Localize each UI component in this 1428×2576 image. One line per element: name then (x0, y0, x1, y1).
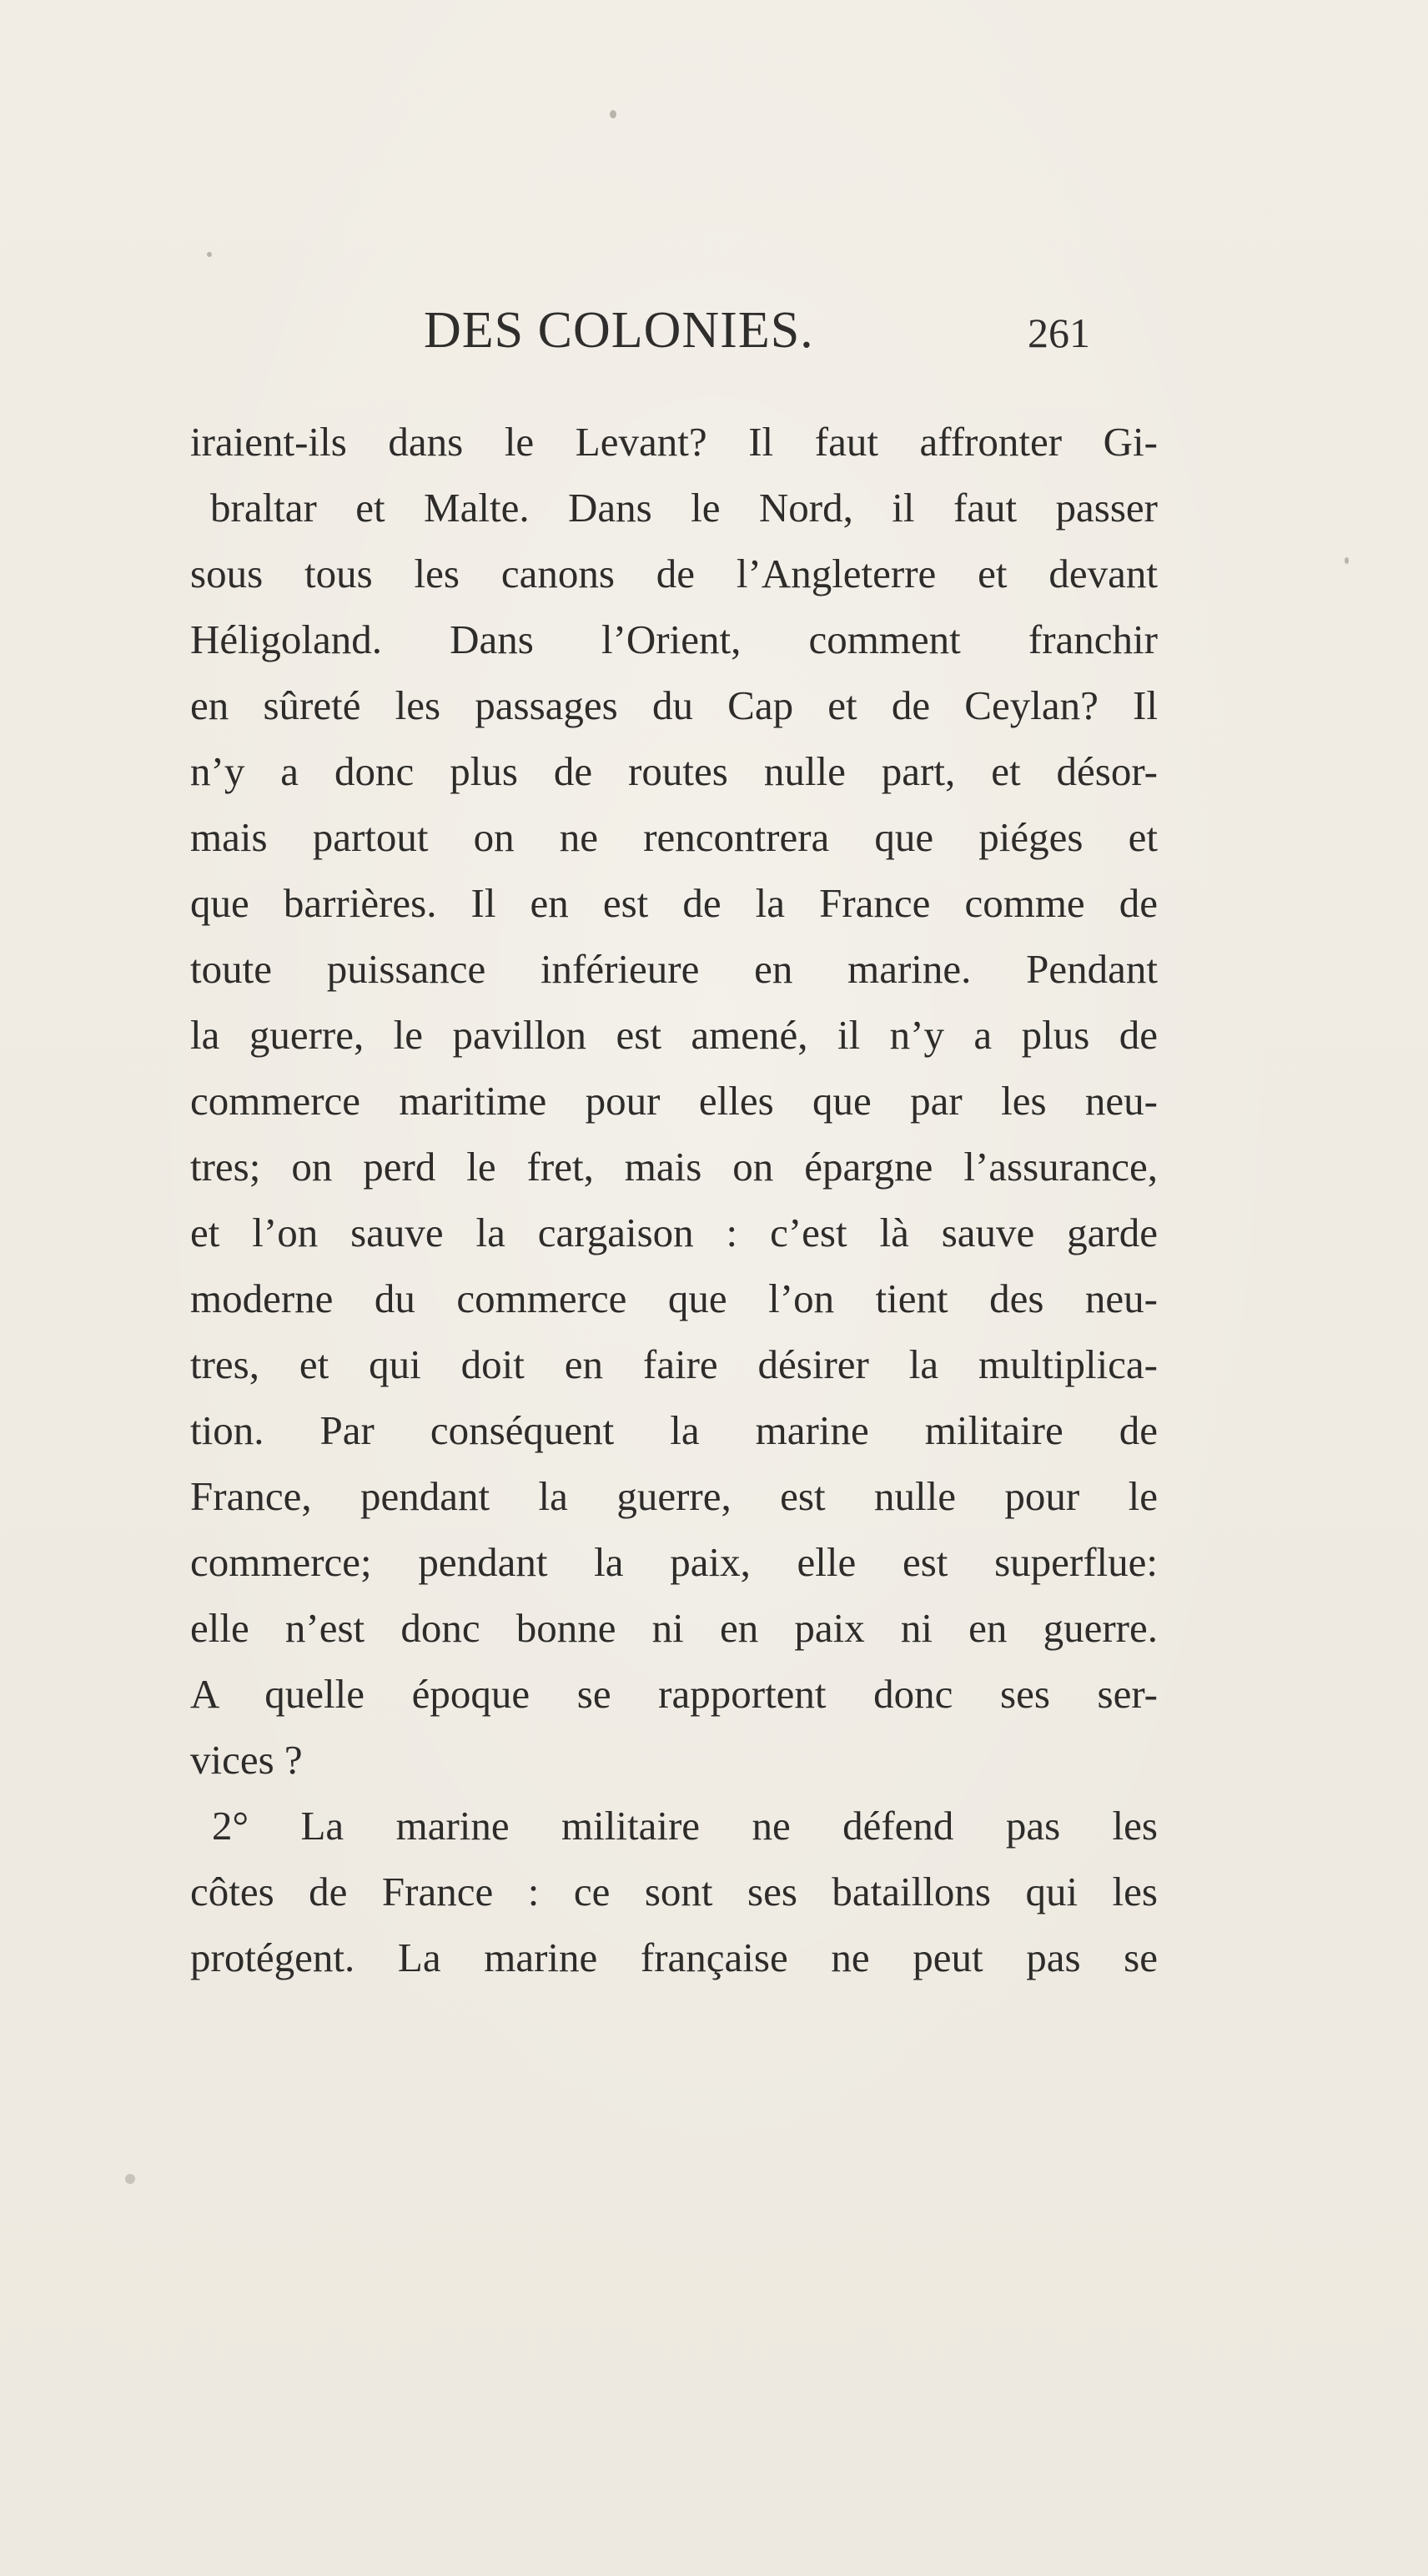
text-line: que barrières. Il en est de la France comme de (190, 880, 1158, 926)
text-line: côtes de France : ce sont ses bataillons qui les (190, 1869, 1158, 1914)
text-line: braltar et Malte. Dans le Nord, il faut passer (210, 485, 1158, 531)
text-line: mais partout on ne rencontrera que piéges et (190, 814, 1158, 860)
paper-speck (610, 110, 616, 118)
paper-speck (125, 2174, 135, 2184)
text-line: A quelle époque se rapportent donc ses ser- (190, 1671, 1158, 1717)
text-line: iraient-ils dans le Levant? Il faut affronter Gi- (190, 419, 1158, 465)
page-number: 261 (1028, 309, 1090, 356)
text-line: vices ? (190, 1737, 303, 1783)
text-line: France, pendant la guerre, est nulle pour le (190, 1473, 1158, 1519)
text-line: toute puissance inférieure en marine. Pendant (190, 946, 1158, 992)
text-line: elle n’est donc bonne ni en paix ni en guerre. (190, 1605, 1158, 1651)
text-line: tres, et qui doit en faire désirer la multiplica- (190, 1341, 1158, 1387)
paper-speck (1345, 557, 1349, 564)
running-head (0, 297, 1428, 364)
text-line: commerce; pendant la paix, elle est superflue: (190, 1539, 1158, 1585)
body-text (190, 409, 1158, 1990)
text-line: tion. Par conséquent la marine militaire de (190, 1407, 1158, 1453)
text-line: et l’on sauve la cargaison : c’est là sauve garde (190, 1210, 1158, 1255)
text-line: n’y a donc plus de routes nulle part, et désor- (190, 748, 1158, 794)
running-title: DES COLONIES. (424, 302, 814, 359)
text-line: protégent. La marine française ne peut pas se (190, 1935, 1158, 1980)
text-line: tres; on perd le fret, mais on épargne l’assurance, (190, 1144, 1158, 1190)
text-line: 2° La marine militaire ne défend pas les (212, 1803, 1158, 1849)
text-line: la guerre, le pavillon est amené, il n’y a plus de (190, 1012, 1158, 1058)
text-line: en sûreté les passages du Cap et de Ceylan? Il (190, 682, 1158, 728)
text-line: Héligoland. Dans l’Orient, comment franchir (190, 616, 1158, 662)
text-line: moderne du commerce que l’on tient des neu- (190, 1275, 1158, 1321)
text-line: sous tous les canons de l’Angleterre et devant (190, 551, 1158, 596)
paper-speck (207, 252, 212, 257)
text-line: commerce maritime pour elles que par les neu- (190, 1078, 1158, 1124)
